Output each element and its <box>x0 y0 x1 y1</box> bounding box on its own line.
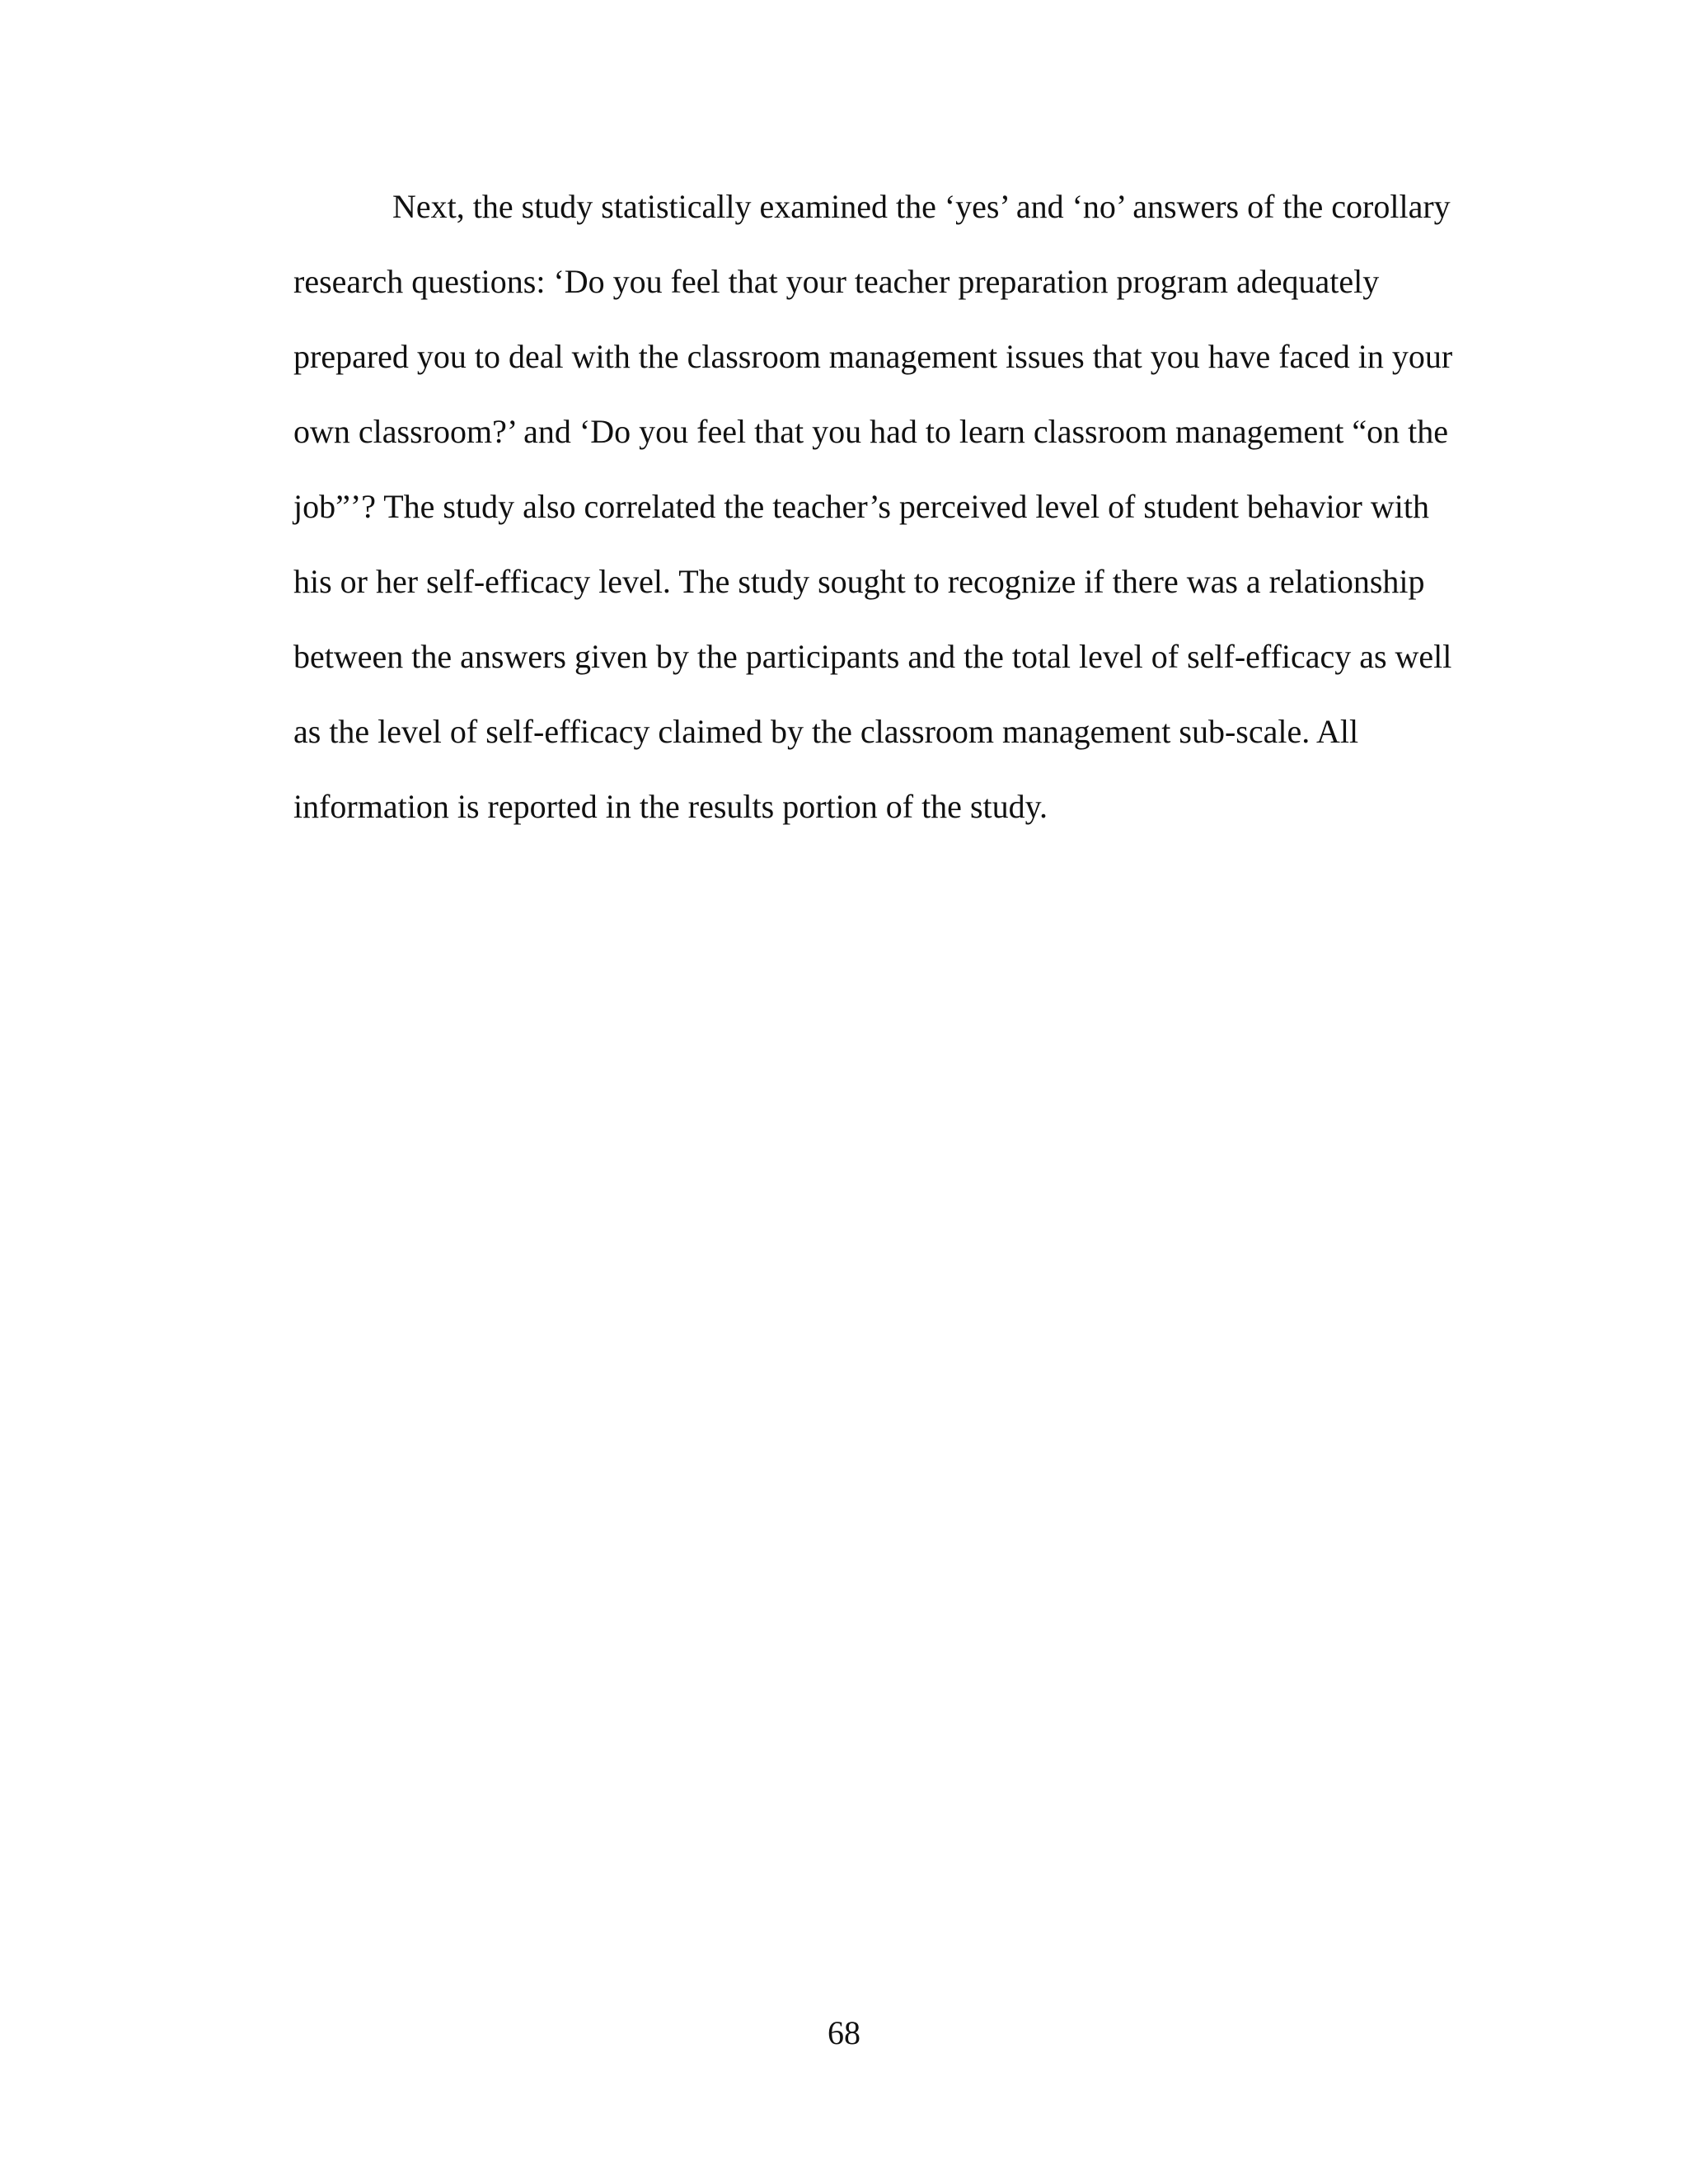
paragraph-line-9: information is reported in the results portion of the study. <box>293 788 1048 825</box>
paragraph-line-6: his or her self-efficacy level. The study sought to recognize if there was a relationship <box>293 563 1425 600</box>
page-number: 68 <box>828 2014 860 2051</box>
paragraph-line-3: prepared you to deal with the classroom management issues that you have faced in your <box>293 338 1453 375</box>
paragraph-line-4: own classroom?’ and ‘Do you feel that you had to learn classroom management “on the <box>293 413 1449 450</box>
paragraph-line-7: between the answers given by the participants and the total level of self-efficacy as well <box>293 638 1452 675</box>
paragraph-line-2: research questions: ‘Do you feel that your teacher preparation program adequately <box>293 263 1380 300</box>
paragraph-line-1: Next, the study statistically examined the ‘yes’ and ‘no’ answers of the corollary <box>392 188 1451 225</box>
paragraph-line-5: job”’? The study also correlated the teacher’s perceived level of student behavior with <box>293 488 1429 525</box>
paragraph-line-8: as the level of self-efficacy claimed by the classroom management sub-scale. All <box>293 713 1359 750</box>
